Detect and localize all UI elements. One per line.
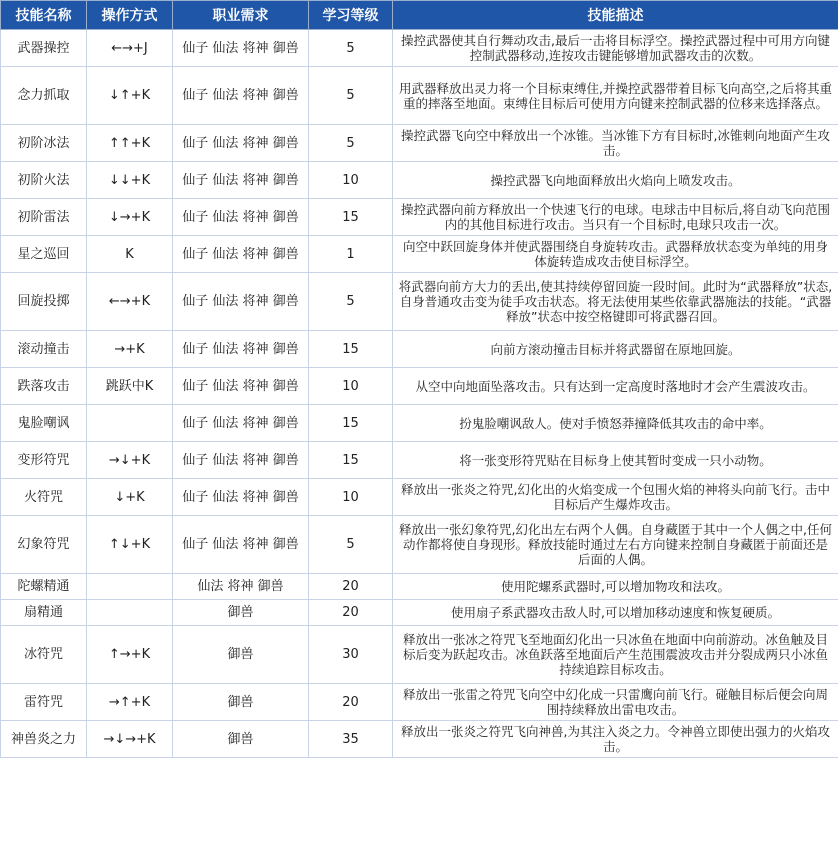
skill-description: 使用陀螺系武器时,可以增加物攻和法攻。: [393, 574, 838, 600]
table-row: [1, 479, 838, 516]
table-row: [1, 199, 838, 236]
skill-level: 15: [309, 405, 393, 442]
skill-input: ←→+J: [87, 30, 173, 67]
skill-name: 星之巡回: [1, 236, 87, 273]
table-row: [1, 67, 838, 125]
skill-name: 初阶火法: [1, 162, 87, 199]
skill-input: →+K: [87, 331, 173, 368]
skill-name: 雷符咒: [1, 684, 87, 721]
skill-requirement: 御兽: [173, 600, 309, 626]
skill-level: 5: [309, 516, 393, 574]
skill-input: ↓↑+K: [87, 67, 173, 125]
skill-level: 20: [309, 600, 393, 626]
skill-level: 15: [309, 331, 393, 368]
skill-name: 火符咒: [1, 479, 87, 516]
skill-name: 回旋投掷: [1, 273, 87, 331]
skill-name: 念力抓取: [1, 67, 87, 125]
skill-description: 释放出一张炎之符咒飞向神兽,为其注入炎之力。令神兽立即使出强力的火焰攻击。: [393, 721, 838, 758]
table-row: [1, 162, 838, 199]
skill-requirement: 仙子 仙法 将神 御兽: [173, 516, 309, 574]
skill-input: →↓→+K: [87, 721, 173, 758]
table-row: [1, 600, 838, 626]
skill-input: ↑↑+K: [87, 125, 173, 162]
skill-description: 扮鬼脸嘲讽敌人。使对手愤怒莽撞降低其攻击的命中率。: [393, 405, 838, 442]
header-row: [1, 1, 838, 30]
skill-description: 操控武器飞向空中释放出一个冰锥。当冰锥下方有目标时,冰锥刺向地面产生攻击。: [393, 125, 838, 162]
skill-requirement: 仙子 仙法 将神 御兽: [173, 125, 309, 162]
skill-name: 神兽炎之力: [1, 721, 87, 758]
skill-requirement: 仙子 仙法 将神 御兽: [173, 162, 309, 199]
table-row: [1, 405, 838, 442]
skill-name: 变形符咒: [1, 442, 87, 479]
skill-name: 初阶冰法: [1, 125, 87, 162]
skill-requirement: 仙子 仙法 将神 御兽: [173, 67, 309, 125]
skill-description: 操控武器向前方释放出一个快速飞行的电球。电球击中目标后,将自动飞向范围内的其他目标进行攻击。当只有一个目标时,电球只攻击一次。: [393, 199, 838, 236]
skill-name: 幻象符咒: [1, 516, 87, 574]
skill-level: 5: [309, 67, 393, 125]
skill-requirement: 御兽: [173, 626, 309, 684]
skill-requirement: 仙子 仙法 将神 御兽: [173, 405, 309, 442]
skill-name: 跌落攻击: [1, 368, 87, 405]
skill-input: K: [87, 236, 173, 273]
table-row: [1, 125, 838, 162]
skill-level: 5: [309, 273, 393, 331]
skill-requirement: 仙子 仙法 将神 御兽: [173, 30, 309, 67]
skill-level: 20: [309, 574, 393, 600]
skill-requirement: 御兽: [173, 684, 309, 721]
skill-description: 释放出一张炎之符咒,幻化出的火焰变成一个包围火焰的神将头向前飞行。击中目标后产生爆炸攻击。: [393, 479, 838, 516]
table-row: [1, 442, 838, 479]
table-row: [1, 236, 838, 273]
skill-input: ←→+K: [87, 273, 173, 331]
skill-level: 5: [309, 125, 393, 162]
skill-input: ↓↓+K: [87, 162, 173, 199]
skill-description: 释放出一张冰之符咒飞至地面幻化出一只冰鱼在地面中向前游动。冰鱼触及目标后变为跃起攻击。冰鱼跃落至地面后产生范围震波攻击并分裂成两只小冰鱼持续追踪目标攻击。: [393, 626, 838, 684]
header-class-requirement: 职业需求: [173, 1, 309, 30]
skill-level: 15: [309, 199, 393, 236]
skill-input: [87, 574, 173, 600]
skill-requirement: 仙子 仙法 将神 御兽: [173, 236, 309, 273]
skill-level: 1: [309, 236, 393, 273]
skill-requirement: 仙子 仙法 将神 御兽: [173, 368, 309, 405]
skill-input: [87, 405, 173, 442]
skill-name: 武器操控: [1, 30, 87, 67]
skill-name: 滚动撞击: [1, 331, 87, 368]
skill-requirement: 仙子 仙法 将神 御兽: [173, 331, 309, 368]
skill-level: 20: [309, 684, 393, 721]
skill-input: →↑+K: [87, 684, 173, 721]
skill-description: 从空中向地面坠落攻击。只有达到一定高度时落地时才会产生震波攻击。: [393, 368, 838, 405]
skill-description: 将一张变形符咒贴在目标身上使其暂时变成一只小动物。: [393, 442, 838, 479]
table-row: [1, 331, 838, 368]
skill-description: 将武器向前方大力的丢出,使其持续停留回旋一段时间。此时为“武器释放”状态,自身普通攻击变为徒手攻击状态。将无法使用某些依靠武器施法的技能。“武器释放”状态中按空格键即可将武器召回。: [393, 273, 838, 331]
table-row: [1, 516, 838, 574]
skill-description: 操控武器使其自行舞动攻击,最后一击将目标浮空。操控武器过程中可用方向键控制武器移动,连按攻击键能够增加武器攻击的次数。: [393, 30, 838, 67]
skill-description: 使用扇子系武器攻击敌人时,可以增加移动速度和恢复硬质。: [393, 600, 838, 626]
header-skill-name: 技能名称: [1, 1, 87, 30]
table-row: [1, 30, 838, 67]
skill-name: 扇精通: [1, 600, 87, 626]
skill-requirement: 仙子 仙法 将神 御兽: [173, 479, 309, 516]
skill-requirement: 御兽: [173, 721, 309, 758]
skill-name: 冰符咒: [1, 626, 87, 684]
table-row: [1, 574, 838, 600]
skill-requirement: 仙子 仙法 将神 御兽: [173, 199, 309, 236]
skill-description: 用武器释放出灵力将一个目标束缚住,并操控武器带着目标飞向高空,之后将其重重的摔落至地面。束缚住目标后可使用方向键来控制武器的位移来选择落点。: [393, 67, 838, 125]
skill-requirement: 仙子 仙法 将神 御兽: [173, 442, 309, 479]
skill-description: 释放出一张雷之符咒飞向空中幻化成一只雷鹰向前飞行。碰触目标后便会向周围持续释放出雷电攻击。: [393, 684, 838, 721]
header-input: 操作方式: [87, 1, 173, 30]
skill-level: 30: [309, 626, 393, 684]
header-level: 学习等级: [309, 1, 393, 30]
skill-level: 10: [309, 479, 393, 516]
skill-name: 陀螺精通: [1, 574, 87, 600]
skill-description: 向前方滚动撞击目标并将武器留在原地回旋。: [393, 331, 838, 368]
skill-level: 5: [309, 30, 393, 67]
skill-level: 15: [309, 442, 393, 479]
skill-requirement: 仙子 仙法 将神 御兽: [173, 273, 309, 331]
table-row: [1, 721, 838, 758]
skill-input: [87, 600, 173, 626]
skill-level: 35: [309, 721, 393, 758]
skill-name: 初阶雷法: [1, 199, 87, 236]
skill-input: →↓+K: [87, 442, 173, 479]
skill-input: 跳跃中K: [87, 368, 173, 405]
skill-input: ↑↓+K: [87, 516, 173, 574]
table-row: [1, 368, 838, 405]
skill-input: ↑→+K: [87, 626, 173, 684]
skill-description: 操控武器飞向地面释放出火焰向上喷发攻击。: [393, 162, 838, 199]
skill-level: 10: [309, 368, 393, 405]
skill-description: 释放出一张幻象符咒,幻化出左右两个人偶。自身藏匿于其中一个人偶之中,任何动作都将使自身现形。释放技能时通过左右方向键来控制自身藏匿于前面还是后面的人偶。: [393, 516, 838, 574]
table-row: [1, 273, 838, 331]
skill-requirement: 仙法 将神 御兽: [173, 574, 309, 600]
skill-name: 鬼脸嘲讽: [1, 405, 87, 442]
header-description: 技能描述: [393, 1, 838, 30]
skill-input: ↓+K: [87, 479, 173, 516]
skill-description: 向空中跃回旋身体并使武器围绕自身旋转攻击。武器释放状态变为单纯的用身体旋转造成攻击使目标浮空。: [393, 236, 838, 273]
table-row: [1, 626, 838, 684]
skill-input: ↓→+K: [87, 199, 173, 236]
table-row: [1, 684, 838, 721]
skill-level: 10: [309, 162, 393, 199]
